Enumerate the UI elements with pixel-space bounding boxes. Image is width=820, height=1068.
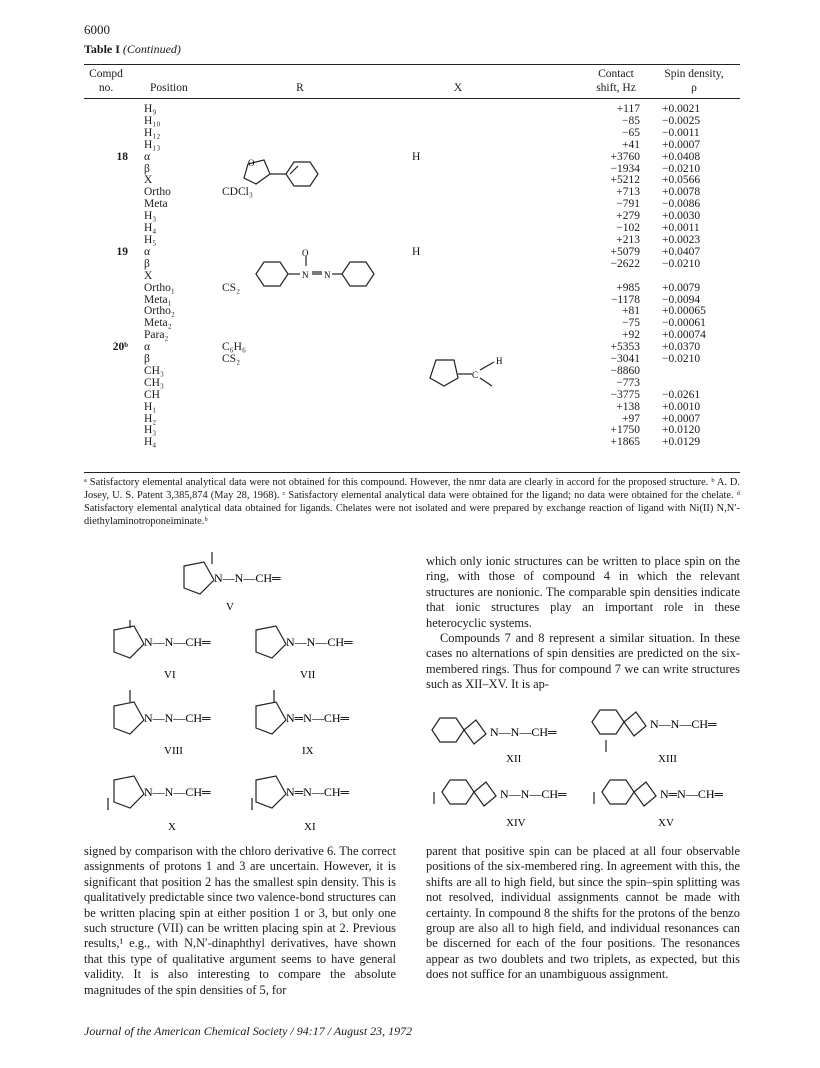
table-cell-no: [84, 283, 132, 295]
table-cell-r: [222, 425, 412, 437]
table-top-rule: [84, 64, 740, 65]
table-cell-r: [222, 128, 412, 140]
table-row: [84, 295, 740, 307]
table-cell-no: 20ᵇ: [112, 341, 128, 354]
table-cell-x: [412, 271, 562, 283]
table-cell-spin: +0.0120: [662, 424, 701, 437]
table-cell-no: [84, 199, 132, 211]
table-cell-spin: +0.0023: [662, 233, 701, 246]
label-v: V: [226, 601, 234, 613]
table-cell-x: [412, 306, 562, 318]
table-row: [84, 164, 740, 176]
table-cell-no: [84, 306, 132, 318]
table-cell-pos: Ortho₂: [144, 305, 175, 318]
table-cell-shift: −2622: [610, 257, 640, 270]
table-cell-x: H: [412, 150, 421, 163]
table-cell-shift: +5079: [610, 245, 640, 258]
compound-20-structure: [422, 350, 512, 390]
table-row: [84, 414, 740, 426]
table-cell-x: [412, 390, 562, 402]
table-cell-no: [84, 116, 132, 128]
table-cell-r: [222, 116, 412, 128]
table-cell-no: [84, 187, 132, 199]
table-cell-spin: [654, 366, 740, 378]
table-cell-pos: CH: [144, 388, 160, 401]
table-cell-spin: +0.00074: [662, 329, 706, 342]
table-cell-pos: H₃: [144, 424, 157, 437]
table-cell-shift: −102: [616, 222, 640, 235]
table-cell-no: [84, 414, 132, 426]
table-cell-no: [84, 354, 132, 366]
table-cell-shift: +92: [622, 329, 640, 342]
s19-oxygen: O: [302, 248, 309, 258]
table-cell-shift: +5212: [610, 174, 640, 187]
table-row: [84, 259, 740, 271]
label-xi: XI: [304, 821, 316, 833]
table-cell-shift: +117: [616, 103, 640, 115]
struct-vi-chain: N—N—CH═: [144, 635, 211, 649]
table-cell-x: [412, 437, 562, 449]
table-cell-x: [412, 211, 562, 223]
table-cell-shift: −8860: [610, 364, 640, 377]
table-row: [84, 271, 740, 283]
table-row: [84, 247, 740, 259]
table-cell-x: [412, 425, 562, 437]
table-cell-x: [412, 140, 562, 152]
label-xiv: XIV: [506, 817, 526, 829]
table-cell-no: [84, 259, 132, 271]
table-header-rule: [84, 98, 740, 99]
table-row: [84, 128, 740, 140]
table-cell-x: [412, 235, 562, 247]
table-cell-pos: H₁₀: [144, 114, 161, 127]
table-cell-no: [84, 140, 132, 152]
table-cell-spin: −0.0011: [662, 126, 700, 139]
table-row: [84, 152, 740, 164]
table-cell-pos: H₅: [144, 233, 157, 246]
table-cell-pos: CH₃: [144, 364, 164, 377]
table-row: [84, 187, 740, 199]
table-cell-shift: +5353: [610, 341, 640, 354]
table-cell-x: [412, 128, 562, 140]
table-cell-shift: −65: [622, 126, 640, 139]
table-cell-x: [412, 318, 562, 330]
table-cell-no: 18: [116, 150, 128, 163]
table-cell-shift: +97: [622, 412, 640, 425]
table-cell-r: [222, 318, 412, 330]
table-cell-r: CS₂: [222, 353, 241, 366]
label-vi: VI: [164, 669, 176, 681]
table-cell-pos: β: [144, 162, 150, 175]
table-cell-pos: H₂: [144, 412, 157, 425]
table-cell-shift: −1934: [610, 162, 640, 175]
table-cell-spin: +0.0007: [662, 412, 701, 425]
struct-xiv-chain: N—N—CH═: [500, 787, 567, 801]
right-column-top-text: [426, 554, 740, 693]
table-cell-spin: −0.0094: [662, 293, 701, 306]
table-row: [84, 223, 740, 235]
struct-viii-chain: N—N—CH═: [144, 711, 211, 725]
header-x: X: [453, 82, 463, 94]
table-cell-pos: X: [144, 174, 153, 187]
table-cell-r: [222, 330, 412, 342]
struct-xi-chain: N═N—CH═: [286, 785, 350, 799]
page-number: 6000: [84, 22, 110, 37]
table-cell-x: [412, 187, 562, 199]
table-cell-no: [84, 318, 132, 330]
table-cell-spin: +0.0011: [662, 222, 700, 235]
table-cell-spin: +0.0407: [662, 245, 701, 258]
label-xii: XII: [506, 753, 522, 765]
table-cell-spin: +0.0030: [662, 210, 701, 223]
label-x: X: [168, 821, 176, 833]
table-cell-shift: +3760: [610, 150, 640, 163]
table-cell-shift: −3041: [610, 353, 640, 366]
header-contact-shift: Contact shift, Hz: [596, 68, 636, 94]
table-cell-x: [412, 223, 562, 235]
table-caption: [84, 42, 181, 57]
table-row: [84, 366, 740, 378]
struct-ix-chain: N═N—CH═: [286, 711, 350, 725]
table-cell-x: [412, 199, 562, 211]
table-row: [84, 306, 740, 318]
table-cell-x: [412, 104, 562, 116]
table-cell-pos: H₄: [144, 436, 157, 449]
right-col-paragraph-1: which only ionic structures can be written to place spin on the ring, with those of compound 4 in which the relevant structures are nonionic. The comparable spin densities indicate that ionic structures play an important role in these heterocyclic systems.: [426, 554, 740, 630]
table-cell-x: [412, 283, 562, 295]
table-cell-r: [222, 140, 412, 152]
table-row: [84, 390, 740, 402]
left-col-paragraph: signed by comparison with the chloro derivative 6. The correct assignments of protons 1 and 3 are uncertain. However, it is significant that position 2 has the smallest spin density. This is qualitatively predictable since two valence-bond structures can be written placing spin at either position 1 or 3, but only one such structure (VII) can be written placing spin at 2. Previous results,¹ e.g., with N,N′-dinaphthyl derivatives, have shown that this type of qualitative argument seems to have general validity. It is also interesting to compare the absolute magnitudes of the spin densities of 5, for: [84, 844, 396, 997]
table-cell-no: [84, 223, 132, 235]
header-r: R: [296, 82, 304, 94]
table-cell-no: [84, 271, 132, 283]
table-cell-r: [222, 306, 412, 318]
table-cell-x: H: [412, 245, 421, 258]
table-cell-x: [412, 259, 562, 271]
table-row: [84, 211, 740, 223]
table-cell-pos: H₁₃: [144, 138, 161, 151]
table-row: [84, 283, 740, 295]
label-vii: VII: [300, 669, 316, 681]
table-cell-shift: −1178: [610, 293, 640, 306]
table-cell-r: [222, 437, 412, 449]
table-cell-pos: Meta: [144, 198, 168, 211]
struct-xv-chain: N═N—CH═: [660, 787, 724, 801]
table-cell-r: C₆H₆: [222, 341, 246, 354]
table-cell-spin: +0.00065: [662, 305, 706, 318]
label-xv: XV: [658, 817, 674, 829]
table-cell-x: [412, 295, 562, 307]
table-cell-pos: H₁: [144, 400, 157, 413]
table-row: [84, 140, 740, 152]
table-cell-x: [412, 414, 562, 426]
table-cell-spin: −0.0261: [662, 388, 701, 401]
table-cell-pos: Meta₁: [144, 293, 172, 306]
table-cell-spin: +0.0079: [662, 281, 701, 294]
struct-xii-chain: N—N—CH═: [490, 725, 557, 739]
table-row: [84, 425, 740, 437]
table-cell-spin: +0.0370: [662, 341, 701, 354]
struct-xiii-chain: N—N—CH═: [650, 717, 717, 731]
table-row: [84, 199, 740, 211]
journal-footer: Journal of the American Chemical Society / 94:17 / August 23, 1972: [84, 1024, 413, 1038]
table-row: [84, 116, 740, 128]
header-compd-no: Compd no.: [89, 68, 123, 94]
table-cell-pos: H₄: [144, 222, 157, 235]
table-cell-pos: β: [144, 353, 150, 366]
struct-vii-chain: N—N—CH═: [286, 635, 353, 649]
table-cell-shift: −3775: [610, 388, 640, 401]
table-cell-r: [222, 390, 412, 402]
table-row: [84, 175, 740, 187]
table-cell-spin: [654, 271, 740, 283]
s18-oxygen: O: [248, 158, 255, 168]
table-cell-spin: +0.0566: [662, 174, 701, 187]
table-cell-spin: +0.0408: [662, 150, 701, 163]
table-cell-pos: Ortho₁: [144, 281, 175, 294]
table-cell-r: [222, 378, 412, 390]
table-cell-no: [84, 402, 132, 414]
table-cell-pos: Meta₂: [144, 317, 172, 330]
structures-xii-xv: [426, 700, 740, 836]
right-column-bottom-text: [426, 844, 740, 983]
compound-18-structure: [240, 152, 360, 192]
table-row: [84, 330, 740, 342]
table-cell-r: [222, 366, 412, 378]
table-cell-no: 19: [116, 245, 128, 258]
table-cell-no: [84, 211, 132, 223]
table-cell-r: [222, 223, 412, 235]
table-cell-pos: β: [144, 257, 150, 270]
table-caption-suffix: (Continued): [122, 42, 181, 56]
table-cell-shift: +713: [616, 186, 640, 199]
table-cell-pos: Ortho: [144, 186, 171, 199]
label-viii: VIII: [164, 745, 183, 757]
table-cell-no: [84, 378, 132, 390]
left-column-text: [84, 844, 396, 998]
table-cell-pos: α: [144, 245, 151, 258]
table-cell-x: [412, 175, 562, 187]
structures-v-xi: [84, 548, 408, 838]
table-cell-spin: +0.0129: [662, 436, 701, 449]
table-cell-spin: −0.0210: [662, 257, 701, 270]
table-cell-x: [412, 402, 562, 414]
table-cell-shift: +213: [616, 233, 640, 246]
table-cell-pos: H₃: [144, 210, 157, 223]
table-cell-spin: +0.0021: [662, 103, 701, 115]
table-cell-spin: −0.0025: [662, 114, 701, 127]
table-cell-pos: α: [144, 150, 151, 163]
s20-carbon: C: [472, 370, 479, 380]
table-cell-shift: +41: [622, 138, 640, 151]
table-cell-no: [84, 164, 132, 176]
table-cell-no: [84, 366, 132, 378]
table-cell-shift: −791: [616, 198, 640, 211]
table-cell-spin: +0.0007: [662, 138, 701, 151]
table-cell-r: [222, 402, 412, 414]
table-label: Table I: [84, 42, 120, 56]
table-cell-shift: +1865: [610, 436, 640, 449]
table-cell-shift: +985: [616, 281, 640, 294]
table-cell-pos: X: [144, 269, 153, 282]
table-cell-spin: −0.00061: [662, 317, 706, 330]
table-cell-pos: CH₃: [144, 376, 164, 389]
table-cell-spin: −0.0210: [662, 162, 701, 175]
table-cell-spin: [654, 378, 740, 390]
table-cell-spin: −0.0086: [662, 198, 701, 211]
header-position: Position: [150, 82, 188, 94]
table-cell-spin: +0.0078: [662, 186, 701, 199]
table-cell-shift: +81: [622, 305, 640, 318]
table-cell-pos: Para₂: [144, 329, 169, 342]
table-cell-no: [84, 390, 132, 402]
right-col-paragraph-2: Compounds 7 and 8 represent a similar situation. In these cases no alternations of spin densities are predicted on the six-membered rings. Thus for compound 7 we can write structures such as XII–XV. It is ap-: [426, 631, 740, 692]
table-cell-r: CS₂: [222, 281, 241, 294]
header-spin-density: Spin density, ρ: [664, 68, 724, 94]
compound-19-structure: [250, 248, 390, 288]
table-cell-shift: +1750: [610, 424, 640, 437]
table-cell-shift: −85: [622, 114, 640, 127]
table-cell-shift: −773: [616, 376, 640, 389]
table-cell-x: [412, 330, 562, 342]
table-row: [84, 318, 740, 330]
table-footnotes: ᵃ Satisfactory elemental analytical data were not obtained for this compound. However, the nmr data are clearly in accord for the proposed structure. ᵇ A. D. Josey, U. S. Patent 3,385,874 (May 28, 1968). ᶜ Satisfactory elemental analytical data were obtained for the ligand; no data were obtained for the chelate. ᵈ Satisfactory elemental analytical data obtained for ligands. Chelates were not isolated and were prepared by exchange reaction of ligand with Ni(II) N,N′-diethylaminotroponeiminate.ᵇ: [84, 477, 740, 527]
table-cell-r: [222, 211, 412, 223]
data-table: [84, 104, 740, 449]
table-cell-pos: H₁₂: [144, 126, 161, 139]
label-ix: IX: [302, 745, 314, 757]
table-cell-no: [84, 104, 132, 116]
table-cell-shift: −75: [622, 317, 640, 330]
table-row: [84, 354, 740, 366]
table-cell-no: [84, 295, 132, 307]
s20-hydrogen: H: [496, 356, 503, 366]
table-cell-no: [84, 175, 132, 187]
table-cell-pos: α: [144, 341, 151, 354]
table-cell-r: [222, 104, 412, 116]
table-row: [84, 437, 740, 449]
right-col-paragraph-3: parent that positive spin can be placed at all four observable positions of the six-membered ring. In agreement with this, the shifts are all to high field, but since the spin–spin splitting was not resolved, individual assignments cannot be made with certainty. In compound 8 the shifts for the protons of the benzo group are also all to high field, and individual resonances can be discerned for each of the four positions. The resonances appear as two doublets and two triplets, as expected, but this does not suffice for an unambiguous assignment.: [426, 844, 740, 982]
struct-x-chain: N—N—CH═: [144, 785, 211, 799]
table-cell-shift: +138: [616, 400, 640, 413]
table-cell-x: [412, 164, 562, 176]
s19-n2: N: [324, 270, 331, 280]
table-row: [84, 342, 740, 354]
table-cell-no: [84, 437, 132, 449]
table-cell-shift: [562, 271, 654, 283]
table-cell-x: [412, 116, 562, 128]
table-row: [84, 378, 740, 390]
table-row: [84, 402, 740, 414]
table-cell-shift: +279: [616, 210, 640, 223]
s19-n1: N: [302, 270, 309, 280]
table-cell-no: [84, 128, 132, 140]
table-cell-pos: H₉: [144, 103, 157, 115]
label-xiii: XIII: [658, 753, 677, 765]
table-cell-no: [84, 425, 132, 437]
table-cell-r: [222, 295, 412, 307]
struct-v-chain: N—N—CH═: [214, 571, 281, 585]
table-bottom-rule: [84, 472, 740, 473]
table-cell-spin: +0.0010: [662, 400, 701, 413]
table-cell-r: [222, 199, 412, 211]
table-cell-r: [222, 414, 412, 426]
table-row: [84, 104, 740, 116]
table-cell-r: [222, 235, 412, 247]
table-cell-spin: −0.0210: [662, 353, 701, 366]
table-cell-r: CDCl₃: [222, 186, 253, 199]
